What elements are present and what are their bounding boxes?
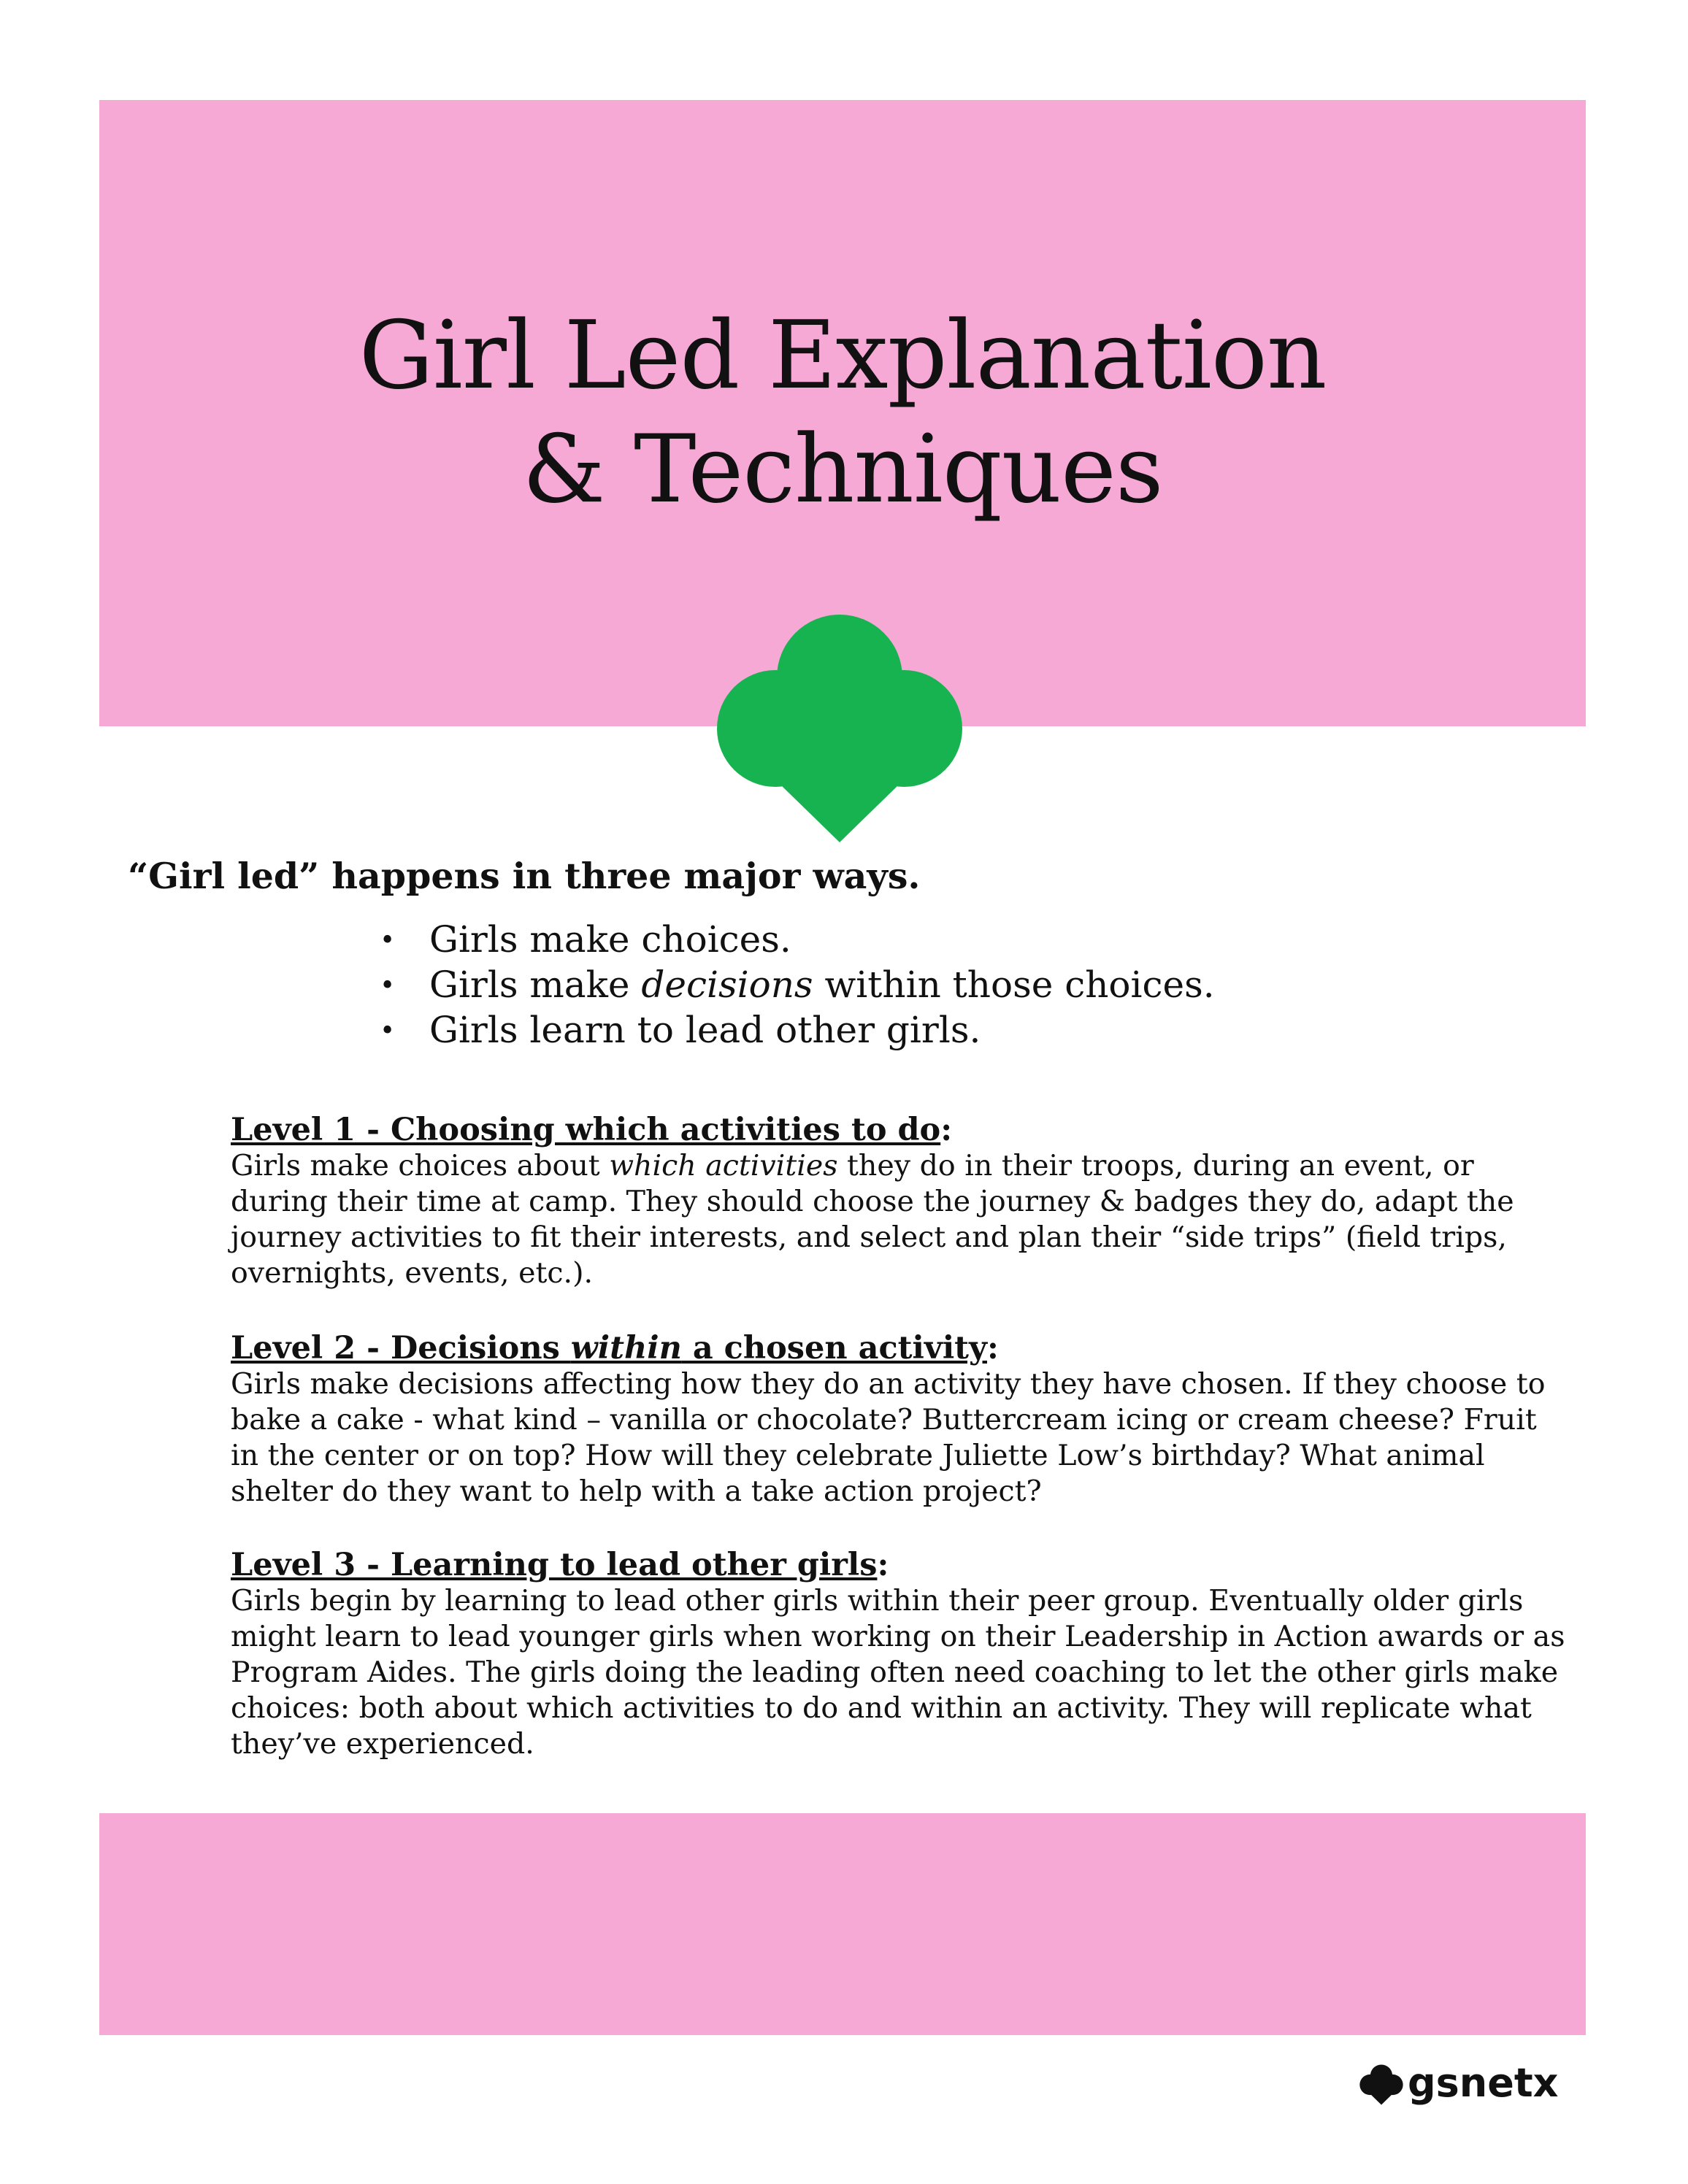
- heading-colon: :: [940, 1112, 953, 1148]
- bullet-text: Girls make choices.: [429, 918, 791, 961]
- level-2-section: [231, 1330, 1567, 1510]
- body-text: Girls make choices about: [231, 1149, 610, 1183]
- level-heading-text: Level 3 - Learning to lead other girls: [231, 1547, 878, 1583]
- level-3-section: [231, 1547, 1567, 1762]
- bullet-text: Girls learn to lead other girls.: [429, 1009, 981, 1051]
- body-text: they do in their troops, during an event, or during their time at camp. They should choose the journey & badges they do, adapt the journey activities to fit their interests, and select and plan their “side trips” (field trips, overnights, events, etc.).: [231, 1149, 1514, 1290]
- level-1-heading: [231, 1112, 1567, 1148]
- list-item: [380, 1007, 1215, 1053]
- level-heading-text: Level 2 - Decisions: [231, 1330, 571, 1366]
- heading-colon: :: [877, 1547, 889, 1583]
- list-item: [380, 962, 1215, 1007]
- bullet-emphasis: decisions: [641, 964, 813, 1006]
- footer-band: [99, 1813, 1586, 2035]
- trefoil-icon: [716, 613, 964, 844]
- bullet-text: within those choices.: [813, 964, 1215, 1006]
- level-3-body: Girls begin by learning to lead other girls within their peer group. Eventually older girls might learn to lead younger girls when working on their Leadership in Action awards or as Program Aides. The girls doing the leading often need coaching to let the other girls make choices: both about which activities to do and within an activity. They will replicate what they’ve experienced.: [231, 1584, 1565, 1761]
- body-emphasis: which activities: [609, 1149, 838, 1183]
- level-2-heading: [231, 1330, 1567, 1366]
- page-title-line-2: & Techniques: [522, 415, 1163, 524]
- level-2-body: Girls make decisions affecting how they do an activity they have chosen. If they choose to bake a cake - what kind – vanilla or chocolate? Buttercream icing or cream cheese? Fruit in the center or on top? How will they celebrate Juliette Low’s birthday? What animal shelter do they want to help with a take action project?: [231, 1367, 1546, 1508]
- list-item: [380, 917, 1215, 962]
- level-1-section: [231, 1112, 1567, 1291]
- level-heading-text: a chosen activity: [681, 1330, 987, 1366]
- level-heading-emphasis: within: [570, 1330, 682, 1366]
- heading-colon: :: [987, 1330, 999, 1366]
- intro-heading: “Girl led” happens in three major ways.: [128, 855, 921, 897]
- intro-bullet-list: [380, 917, 1215, 1053]
- level-1-body: [231, 1148, 1567, 1291]
- page-title: [99, 299, 1586, 527]
- page-title-line-1: Girl Led Explanation: [358, 301, 1327, 410]
- logo-wordmark: gsnetx: [1408, 2060, 1559, 2106]
- level-3-heading: [231, 1547, 1567, 1583]
- bullet-text: Girls make: [429, 964, 642, 1006]
- level-heading-text: Level 1 - Choosing which activities to do: [231, 1112, 941, 1148]
- gsnetx-logo: [1359, 2060, 1559, 2110]
- trefoil-icon: [1359, 2063, 1403, 2107]
